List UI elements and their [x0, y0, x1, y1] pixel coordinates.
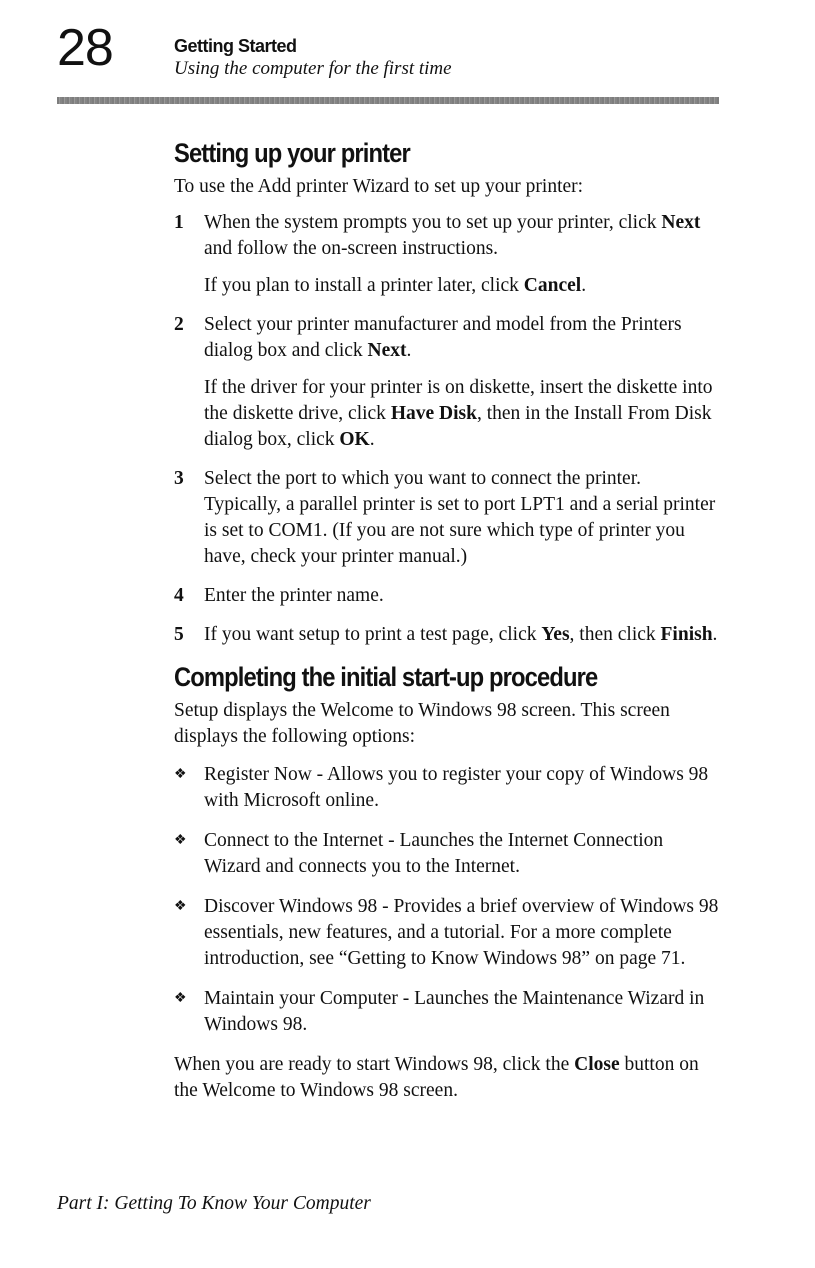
ui-term-close: Close — [574, 1054, 620, 1075]
section-heading-startup: Completing the initial start-up procedure — [174, 662, 598, 692]
option-item: ❖ Discover Windows 98 - Provides a brief overview of Windows 98 essentials, new features, and a tutorial. For a more complete introduction, see “Getting to Know Windows 98” on page 71. — [174, 896, 719, 969]
running-head-chapter: Getting Started — [174, 36, 297, 56]
header-rule — [57, 97, 719, 104]
ui-term-next: Next — [661, 212, 701, 233]
printer-steps — [174, 210, 719, 648]
option-item: ❖ Register Now - Allows you to register your copy of Windows 98 with Microsoft online. — [174, 764, 709, 811]
step-text: Select the port to which you want to connect the printer. Typically, a parallel printer is set to port LPT1 and a serial printer is set to COM1. (If you are not sure which type of printer you have, check your printer manual.) — [204, 468, 716, 567]
step-text: If you want setup to print a test page, click Yes, then click Finish. — [204, 624, 718, 645]
printer-intro: To use the Add printer Wizard to set up your printer: — [174, 176, 584, 197]
step-number: 2 — [174, 314, 184, 335]
running-head-subtitle: Using the computer for the first time — [174, 58, 452, 79]
ui-term-have-disk: Have Disk — [390, 403, 477, 424]
step-text: Select your printer manufacturer and model from the Printers dialog box and click Next. — [204, 314, 682, 361]
step-number: 1 — [174, 212, 184, 233]
step-text: Enter the printer name. — [204, 585, 384, 606]
step-note: If you plan to install a printer later, click Cancel. — [204, 275, 587, 296]
step-4 — [174, 583, 719, 609]
ui-term-cancel: Cancel — [523, 275, 582, 296]
step-3 — [174, 466, 719, 570]
page-footer: Part I: Getting To Know Your Computer — [57, 1193, 371, 1214]
ui-term-finish: Finish — [660, 624, 713, 645]
ui-term-ok: OK — [339, 429, 370, 450]
section-heading-printer: Setting up your printer — [174, 138, 410, 168]
step-text: When the system prompts you to set up your printer, click Next and follow the on-screen instructions. — [204, 212, 701, 259]
page-content — [174, 140, 719, 1104]
ui-term-yes: Yes — [541, 624, 570, 645]
option-item: ❖ Connect to the Internet - Launches the Internet Connection Wizard and connects you to the Internet. — [174, 830, 664, 877]
diamond-bullet-icon: ❖ — [174, 833, 187, 848]
diamond-bullet-icon: ❖ — [174, 767, 187, 782]
step-5 — [174, 622, 719, 648]
startup-intro: Setup displays the Welcome to Windows 98 screen. This screen displays the following options: — [174, 700, 670, 747]
page-number: 28 — [57, 19, 113, 77]
step-note: If the driver for your printer is on diskette, insert the diskette into the diskette drive, click Have Disk, then in the Install From Disk dialog box, click OK. — [204, 377, 713, 450]
closing-paragraph: When you are ready to start Windows 98, click the Close button on the Welcome to Windows 98 screen. — [174, 1054, 699, 1101]
step-2 — [174, 312, 719, 453]
ui-term-next: Next — [367, 340, 407, 361]
option-item: ❖ Maintain your Computer - Launches the Maintenance Wizard in Windows 98. — [174, 988, 705, 1035]
step-number: 5 — [174, 624, 184, 645]
welcome-options — [174, 762, 719, 1038]
diamond-bullet-icon: ❖ — [174, 991, 187, 1006]
diamond-bullet-icon: ❖ — [174, 899, 187, 914]
step-number: 3 — [174, 468, 184, 489]
step-1 — [174, 210, 719, 299]
step-number: 4 — [174, 585, 184, 606]
